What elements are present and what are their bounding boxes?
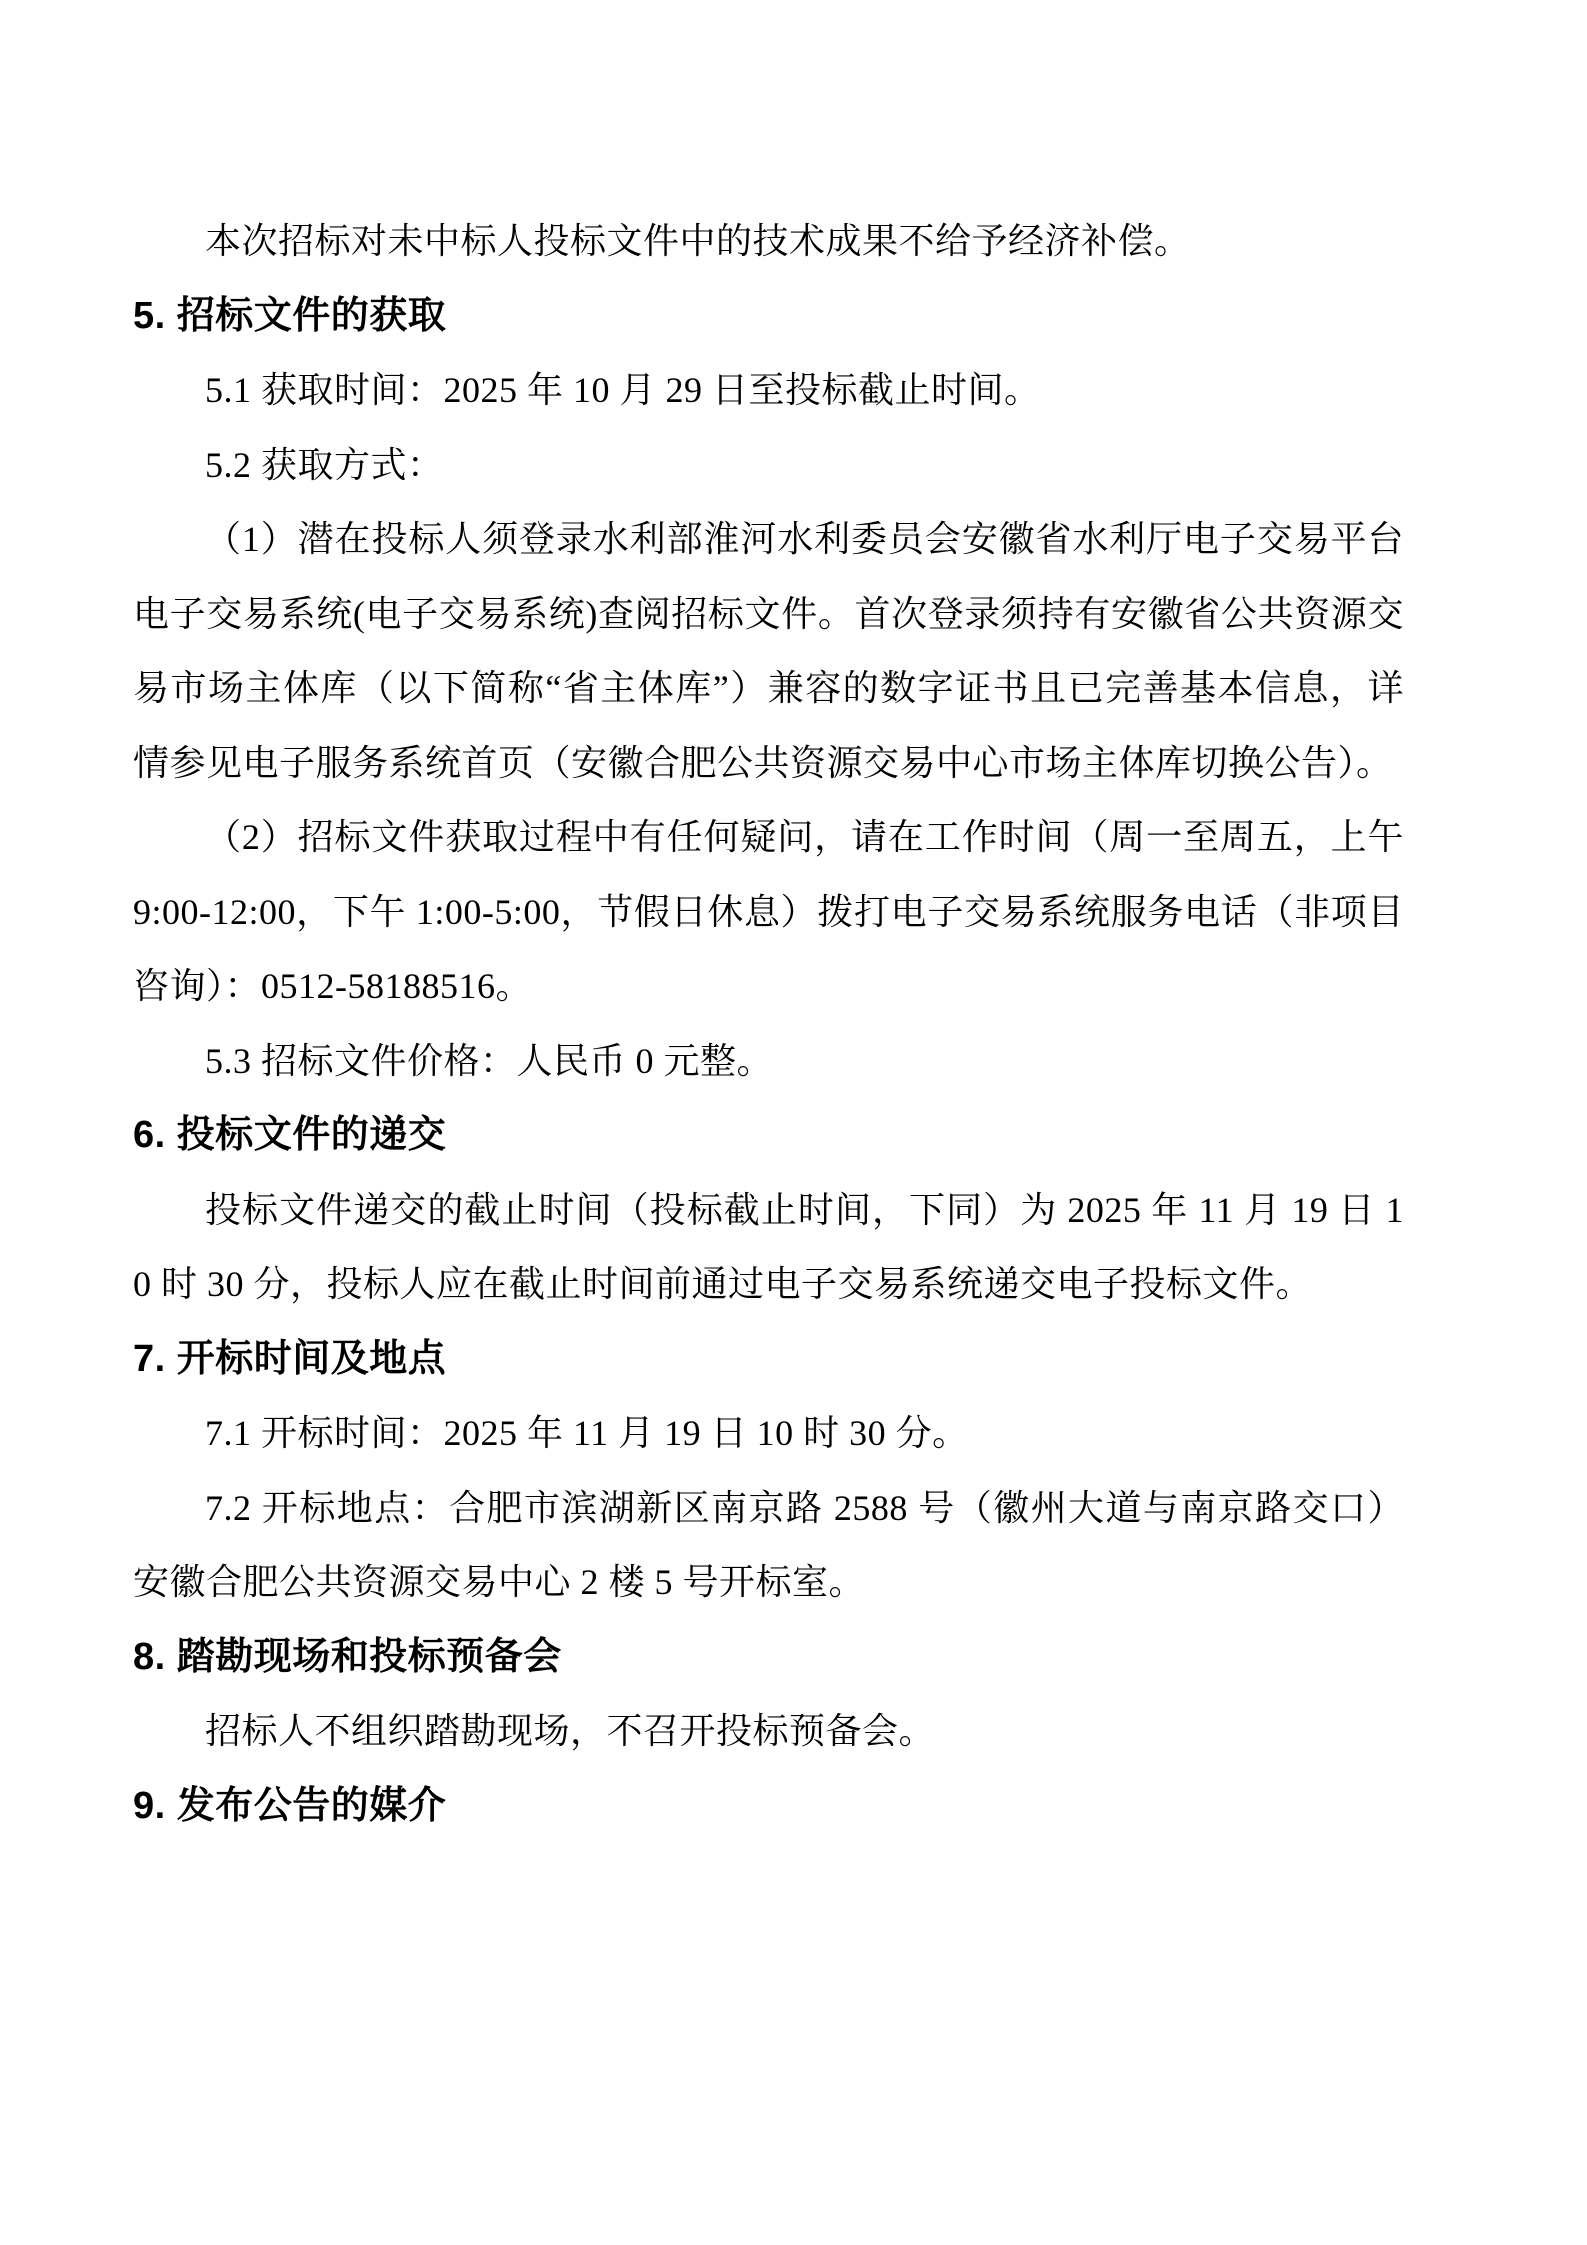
paragraph-7-1-opening-time: 7.1 开标时间：2025 年 11 月 19 日 10 时 30 分。 <box>205 1413 969 1453</box>
paragraph-5-1-acquisition-time: 5.1 获取时间：2025 年 10 月 29 日至投标截止时间。 <box>205 370 1041 410</box>
heading-section-9-announcement-media: 9. 发布公告的媒介 <box>133 1784 447 1827</box>
heading-section-6-bid-submission: 6. 投标文件的递交 <box>133 1114 447 1156</box>
paragraph-7-2-opening-location: 7.2 开标地点：合肥市滨湖新区南京路 2588 号（徽州大道与南京路交口）安徽合肥公共资源交易中心 2 楼 5 号开标室。 <box>133 1487 1404 1602</box>
paragraph-tech-result-compensation: 本次招标对未中标人投标文件中的技术成果不给予经济补偿。 <box>205 221 1191 261</box>
paragraph-5-2-item-2-service-phone: （2）招标文件获取过程中有任何疑问，请在工作时间（周一至周五，上午 9:00-12:00，下午 1:00-5:00，节假日休息）拨打电子交易系统服务电话（非项目咨询）：0512-58188516。 <box>133 817 1404 1006</box>
paragraph-5-2-item-1-login-platform: （1）潜在投标人须登录水利部淮河水利委员会安徽省水利厅电子交易平台电子交易系统(电子交易系统)查阅招标文件。首次登录须持有安徽省公共资源交易市场主体库（以下简称“省主体库”）兼容的数字证书且已完善基本信息，详情参见电子服务系统首页（安徽合肥公共资源交易中心市场主体库切换公告）。 <box>133 519 1404 783</box>
paragraph-5-3-document-price: 5.3 招标文件价格：人民币 0 元整。 <box>205 1040 774 1081</box>
paragraph-8-no-site-survey: 招标人不组织踏勘现场，不召开投标预备会。 <box>205 1711 936 1751</box>
heading-section-7-bid-opening: 7. 开标时间及地点 <box>133 1337 447 1380</box>
paragraph-5-2-acquisition-method: 5.2 获取方式： <box>205 444 444 485</box>
heading-section-8-site-survey: 8. 踏勘现场和投标预备会 <box>133 1635 562 1678</box>
paragraph-6-submission-deadline: 投标文件递交的截止时间（投标截止时间，下同）为 2025 年 11 月 19 日 10 时 30 分，投标人应在截止时间前通过电子交易系统递交电子投标文件。 <box>133 1189 1404 1304</box>
heading-section-5-document-acquisition: 5. 招标文件的获取 <box>133 294 447 337</box>
